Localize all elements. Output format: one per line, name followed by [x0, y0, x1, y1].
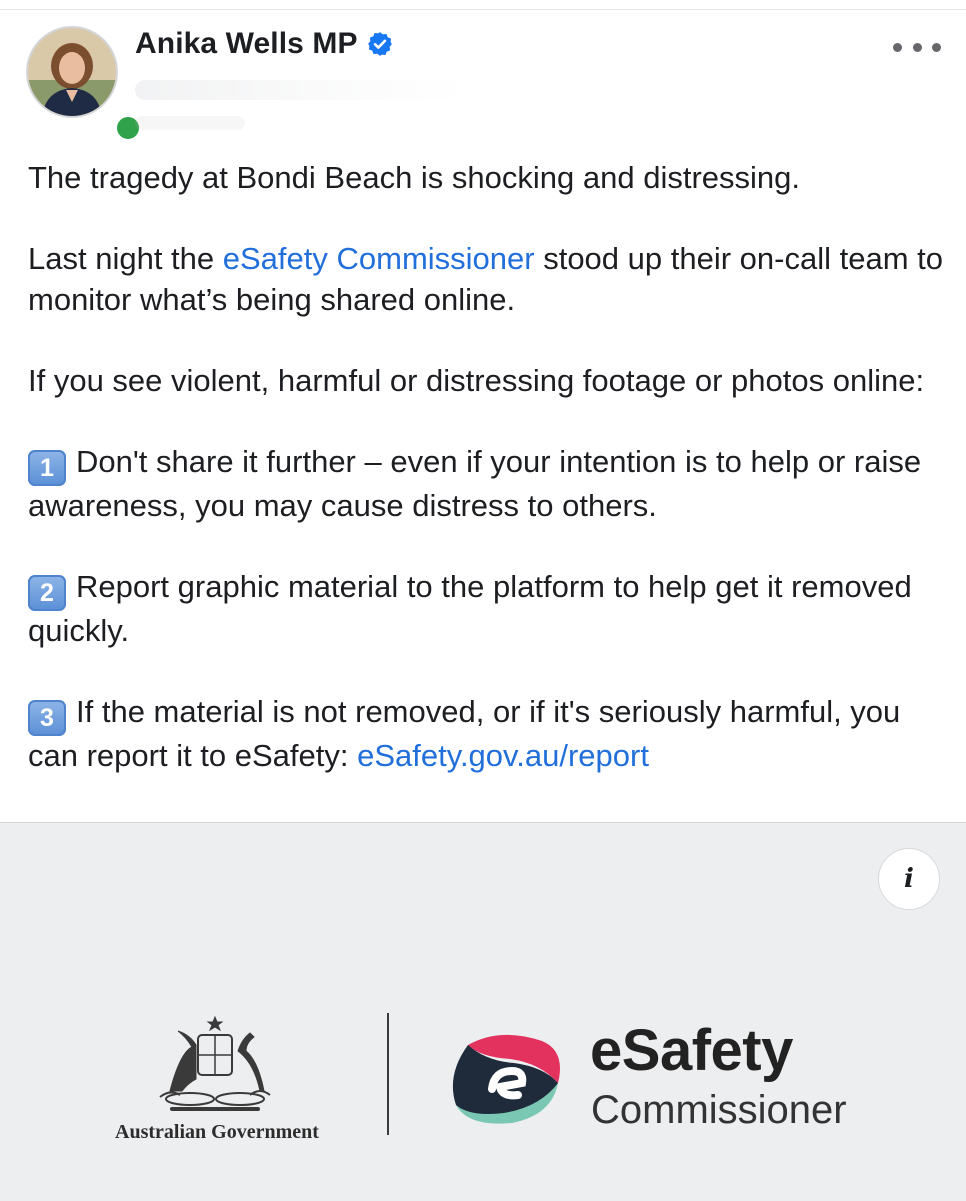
avatar[interactable]	[26, 26, 118, 118]
paragraph-2: Last night the eSafety Commissioner stood up their on-call team to monitor what’s being shared online.	[28, 241, 943, 317]
esafety-report-link[interactable]: eSafety.gov.au/report	[357, 737, 649, 773]
post-image[interactable]	[0, 822, 966, 1201]
australian-government-label: Australian Government	[115, 1121, 319, 1143]
author-row	[135, 26, 393, 62]
verified-badge-icon	[367, 31, 393, 57]
list-item-2: 2 Report graphic material to the platform to help get it removed quickly.	[28, 568, 912, 648]
avatar-image	[26, 26, 118, 118]
paragraph-3: If you see violent, harmful or distressing footage or photos online:	[28, 362, 925, 398]
more-options-icon	[893, 43, 902, 52]
info-icon[interactable]: i	[878, 848, 940, 910]
esafety-logo-icon	[440, 1023, 570, 1133]
keycap-2-icon: 2	[28, 575, 66, 611]
keycap-3-icon: 3	[28, 700, 66, 736]
list-item-1: 1 Don't share it further – even if your intention is to help or raise awareness, you may cause distress to others.	[28, 443, 922, 523]
esafety-brand-subtitle: Commissioner	[591, 1088, 847, 1132]
author-name[interactable]: Anika Wells MP	[135, 27, 358, 60]
list-item-3: 3 If the material is not removed, or if it's seriously harmful, you can report it to eSafety: eSafety.gov.au/report	[28, 693, 901, 773]
esafety-commissioner-link[interactable]: eSafety Commissioner	[222, 241, 535, 276]
more-options-button[interactable]	[893, 32, 941, 62]
post-meta-blurred	[135, 80, 465, 100]
australian-coat-of-arms-icon	[130, 1013, 300, 1123]
top-divider	[0, 9, 966, 10]
post-body	[28, 158, 943, 817]
paragraph-1: The tragedy at Bondi Beach is shocking and distressing.	[28, 160, 801, 195]
keycap-1-icon: 1	[28, 450, 66, 486]
post-meta-blurred-2	[135, 116, 245, 130]
logo-divider	[387, 1013, 389, 1135]
esafety-brand-title: eSafety	[590, 1018, 793, 1083]
